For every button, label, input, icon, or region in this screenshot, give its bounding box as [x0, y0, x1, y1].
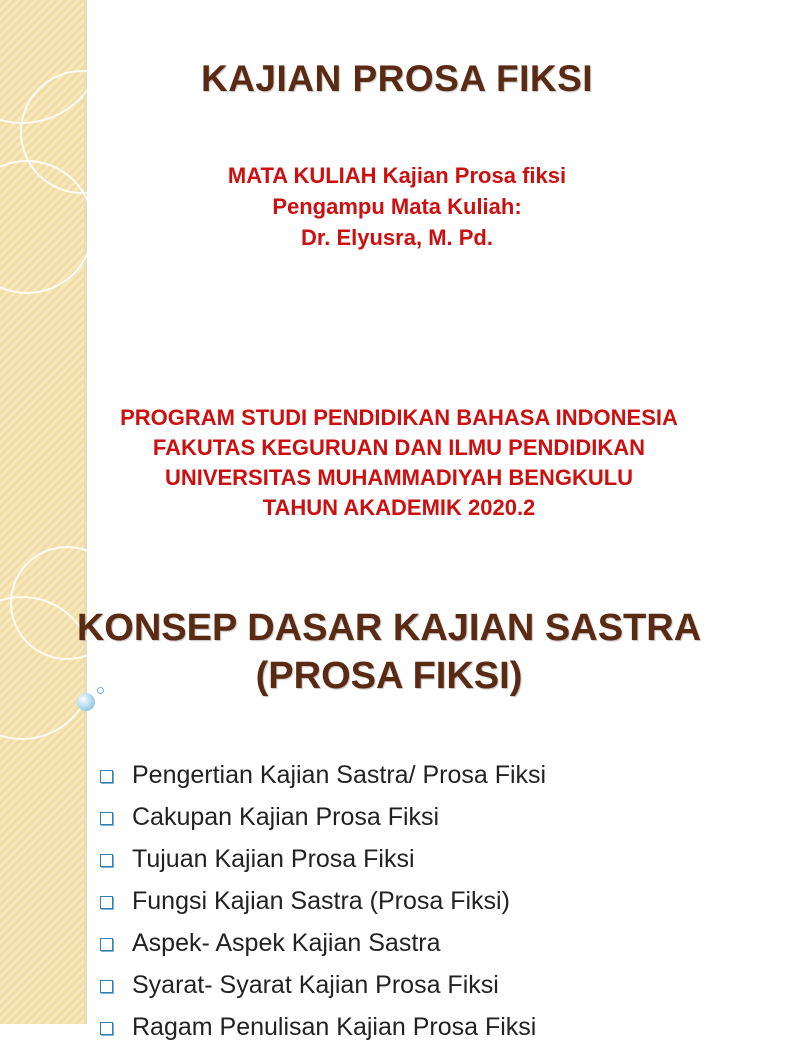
checkbox-square-icon	[100, 938, 113, 951]
program-line: PROGRAM STUDI PENDIDIKAN BAHASA INDONESIA	[120, 405, 678, 430]
checkbox-square-icon	[100, 896, 113, 909]
topic-list	[100, 754, 546, 1048]
concept-slide	[0, 576, 768, 1041]
course-line: MATA KULIAH Kajian Prosa fiksi	[227, 163, 567, 188]
course-info	[160, 160, 634, 253]
faculty-line: FAKUTAS KEGURUAN DAN ILMU PENDIDIKAN	[152, 435, 646, 460]
checkbox-square-icon	[100, 980, 113, 993]
university-line: UNIVERSITAS MUHAMMADIYAH BENGKULU	[164, 465, 634, 490]
list-item	[100, 922, 546, 964]
list-item	[100, 796, 546, 838]
list-item-label: Cakupan Kajian Prosa Fiksi	[132, 803, 440, 831]
list-item	[100, 880, 546, 922]
slide-title: KAJIAN PROSA FIKSI	[200, 58, 594, 99]
list-item-label: Syarat- Syarat Kajian Prosa Fiksi	[132, 971, 499, 999]
list-item-label: Aspek- Aspek Kajian Sastra	[132, 929, 441, 957]
academic-year-line: TAHUN AKADEMIK 2020.2	[262, 495, 536, 520]
list-item-label: Fungsi Kajian Sastra (Prosa Fiksi)	[132, 887, 510, 915]
checkbox-square-icon	[100, 1022, 113, 1035]
list-item-label: Tujuan Kajian Prosa Fiksi	[132, 845, 415, 873]
checkbox-square-icon	[100, 812, 113, 825]
lecturer-label: Pengampu Mata Kuliah:	[272, 194, 522, 219]
program-info	[30, 403, 768, 523]
list-item	[100, 838, 546, 880]
list-item	[100, 754, 546, 796]
title-line: KONSEP DASAR KAJIAN SASTRA	[76, 607, 702, 649]
slide-title	[0, 604, 778, 700]
checkbox-square-icon	[100, 770, 113, 783]
title-line: (PROSA FIKSI)	[255, 655, 523, 697]
list-item	[100, 964, 546, 1006]
list-item-label: Ragam Penulisan Kajian Prosa Fiksi	[132, 1013, 537, 1041]
list-item-label: Pengertian Kajian Sastra/ Prosa Fiksi	[132, 761, 547, 789]
list-item	[100, 1006, 546, 1048]
lecturer-name: Dr. Elyusra, M. Pd.	[301, 225, 493, 250]
checkbox-square-icon	[100, 854, 113, 867]
